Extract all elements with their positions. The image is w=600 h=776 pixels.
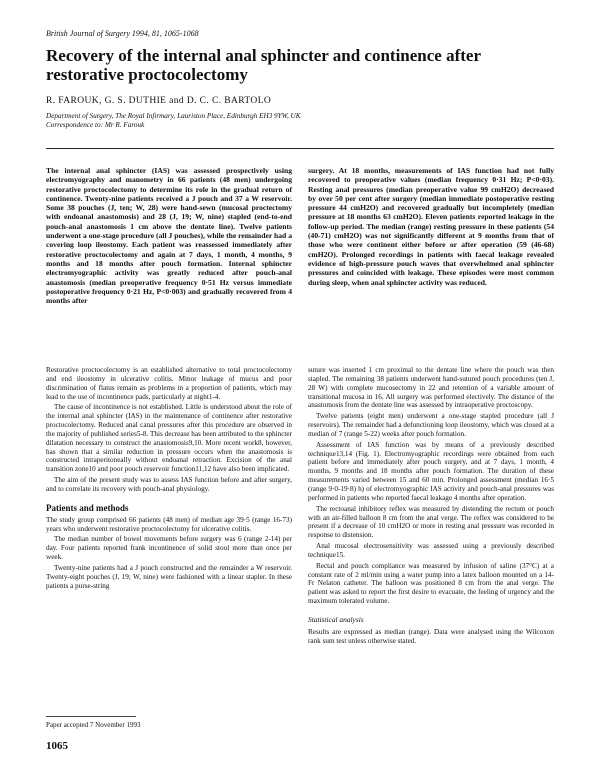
affiliation-block: [46, 112, 556, 130]
stats-heading: Statistical analysis: [308, 614, 364, 624]
intro-paragraph: The aim of the present study was to assess IAS function before and after surgery, and to correlate its recovery with pouch-anal physiology.: [46, 476, 292, 493]
page-number: 1065: [46, 740, 68, 752]
intro-paragraph: Restorative proctocolectomy is an established alternative to total proctocolectomy and end ileostomy in ulcerative colitis. Minor leakage of mucus and poor discrimination of flatus remain as problems in a proportion of patients, which may lead to the use of incontinence pads, particularly at night1-4.: [46, 366, 292, 401]
methods-paragraph: Rectal and pouch compliance was measured by infusion of saline (37°C) at a constant rate of 2 ml/min using a water pump into a latex balloon mounted on a 14-Fr Nelaton catheter. The balloon was positioned 8 cm from the anal verge. The patient was asked to report the first desire to evacuate, the feeling of urgency and the maximum tolerated volume.: [308, 561, 554, 606]
methods-paragraph: Anal mucosal electrosensitivity was assessed using a previously described technique15.: [308, 542, 554, 559]
methods-paragraph: Assessment of IAS function was by means of a previously described technique13,14 (Fig. 1). Electromyographic recordings were obtained from each patient before and immediately after pouch surgery, and at 7 days, 1 month, 4 months, 9 months and 18 months after pouch formation. The duration of these measurements varied between 15 and 60 min. Prolonged assessment (median 16·5 (range 9·0-19·8) h) of electromyographic IAS activity and pouch-anal pressures was performed in patients who reported faecal leakage 4 months after operation.: [308, 440, 554, 502]
methods-paragraph: The rectoanal inhibitory reflex was measured by distending the rectum or pouch with an air-filled balloon 8 cm from the anal verge. The reflex was considered to be present if a decrease of 10 cmH2O or more in resting anal pressure was recorded in response to distension.: [308, 504, 554, 540]
affiliation: Department of Surgery, The Royal Infirmary, Lauriston Place, Edinburgh EH3 9YW, UK: [46, 112, 301, 120]
header-rule: [46, 148, 554, 149]
footnote-rule: [46, 716, 136, 717]
journal-citation: British Journal of Surgery 1994, 81, 1065-1068: [46, 29, 199, 38]
methods-paragraph: The median number of bowel movements before surgery was 6 (range 2-14) per day. Four patients reported frank incontinence of solid stool more than once per week.: [46, 535, 292, 562]
right-column: [308, 366, 554, 647]
methods-paragraph: Twenty-nine patients had a J pouch constructed and the remainder a W reservoir. Twenty-eight pouches (J, 19; W, nine) were fashioned with a linear stapler. In these patients a purse-string: [46, 563, 292, 590]
methods-paragraph: The study group comprised 66 patients (48 men) of median age 39·5 (range 16-73) years who underwent restorative proctocolectomy for ulcerative colitis.: [46, 515, 292, 533]
correspondence: Correspondence to: Mr R. Farouk: [46, 121, 145, 129]
abstract-right: surgery. At 18 months, measurements of IAS function had not fully recovered to preoperative values (median frequency 0·31 Hz; P<0·03). Resting anal pressures (median preoperative value 99 cmH2O) decreased by over 50 per cent after surgery (median immediate postoperative resting pressure 44 cmH2O) and recovered gradually but incompletely (median pressure at 18 months 63 cmH2O). Eleven patients reported leakage in the follow-up period. The median (range) resting pressure in these patients (54 (40-71) cmH2O) was not significantly different at 9 months from that of those who were continent either before or after operation (59 (46-68) cmH2O). Prolonged recordings in patients with faecal leakage revealed evidence of high-pressure pouch waves that overwhelmed anal sphincter pressures and coincided with leakage. These episodes were most common during sleep, when anal sphincter activity was reduced.: [308, 166, 554, 287]
accepted-date: Paper accepted 7 November 1993: [46, 721, 141, 729]
methods-paragraph: suture was inserted 1 cm proximal to the dentate line where the pouch was then stapled. The remaining 38 patients underwent hand-sutured pouch procedures (ten J, 28 W) with complete mucosectomy in 22 and retention of a variable amount of transitional mucosa in 16. All surgery was performed electively. The distance of the anastomosis from the dentate line was assessed by intraoperative proctoscopy.: [308, 366, 554, 410]
author-list: R. FAROUK, G. S. DUTHIE and D. C. C. BARTOLO: [46, 96, 272, 106]
intro-paragraph: The cause of incontinence is not established. Little is understood about the role of the internal anal sphincter (IAS) in the maintenance of continence after restorative proctocolectomy. Reduced anal canal pressures after this procedure are observed in the majority of published series5-8. This decrease has been attributed to the sphincter dilatation necessary to construct the anastomosis9,10. More recent work8, however, has shown that a similar reduction in pressure occurs when the anastomosis is constructed intraperitoneally without endoanal retraction. Excision of the anal transition zone10 and poor pouch reservoir function11,12 have also been implicated.: [46, 403, 292, 474]
methods-heading: Patients and methods: [46, 502, 129, 513]
stats-paragraph: Results are expressed as median (range). Data were analysed using the Wilcoxon rank sum test unless otherwise stated.: [308, 627, 554, 645]
article-title: Recovery of the internal anal sphincter and continence after restorative proctocolectomy: [46, 46, 481, 84]
abstract-left: The internal anal sphincter (IAS) was assessed prospectively using electromyography and manometry in 66 patients (48 men) undergoing restorative proctocolectomy to determine its role in the gradual return of continence. Twenty-nine patients received a J pouch and 37 a W reservoir. Some 38 pouches (J, ten; W, 28) were hand-sewn (mucosal proctectomy with endoanal anastomosis) and 28 (J, 19; W, nine) stapled (end-to-end pouch-anal anastomosis 1 cm above the dentate line). Twelve patients underwent a one-stage procedure (all J pouches), while the remainder had a covering loop ileostomy. Each patient was reassessed immediately after restorative proctocolectomy and again at 7 days, 1 month, 4 months, 9 months and 18 months after pouch formation. Internal sphincter electromyographic activity was greatly reduced after pouch-anal anastomosis (median preoperative frequency 0·51 Hz versus immediate postoperative frequency 0·21 Hz, P<0·003) and gradually recovered from 4 months after: [46, 166, 292, 306]
methods-paragraph: Twelve patients (eight men) underwent a one-stage stapled procedure (all J reservoirs). The remainder had a defunctioning loop ileostomy, which was closed at a median of 7 (range 5-22) weeks after pouch formation.: [308, 412, 554, 438]
left-column: [46, 366, 292, 592]
